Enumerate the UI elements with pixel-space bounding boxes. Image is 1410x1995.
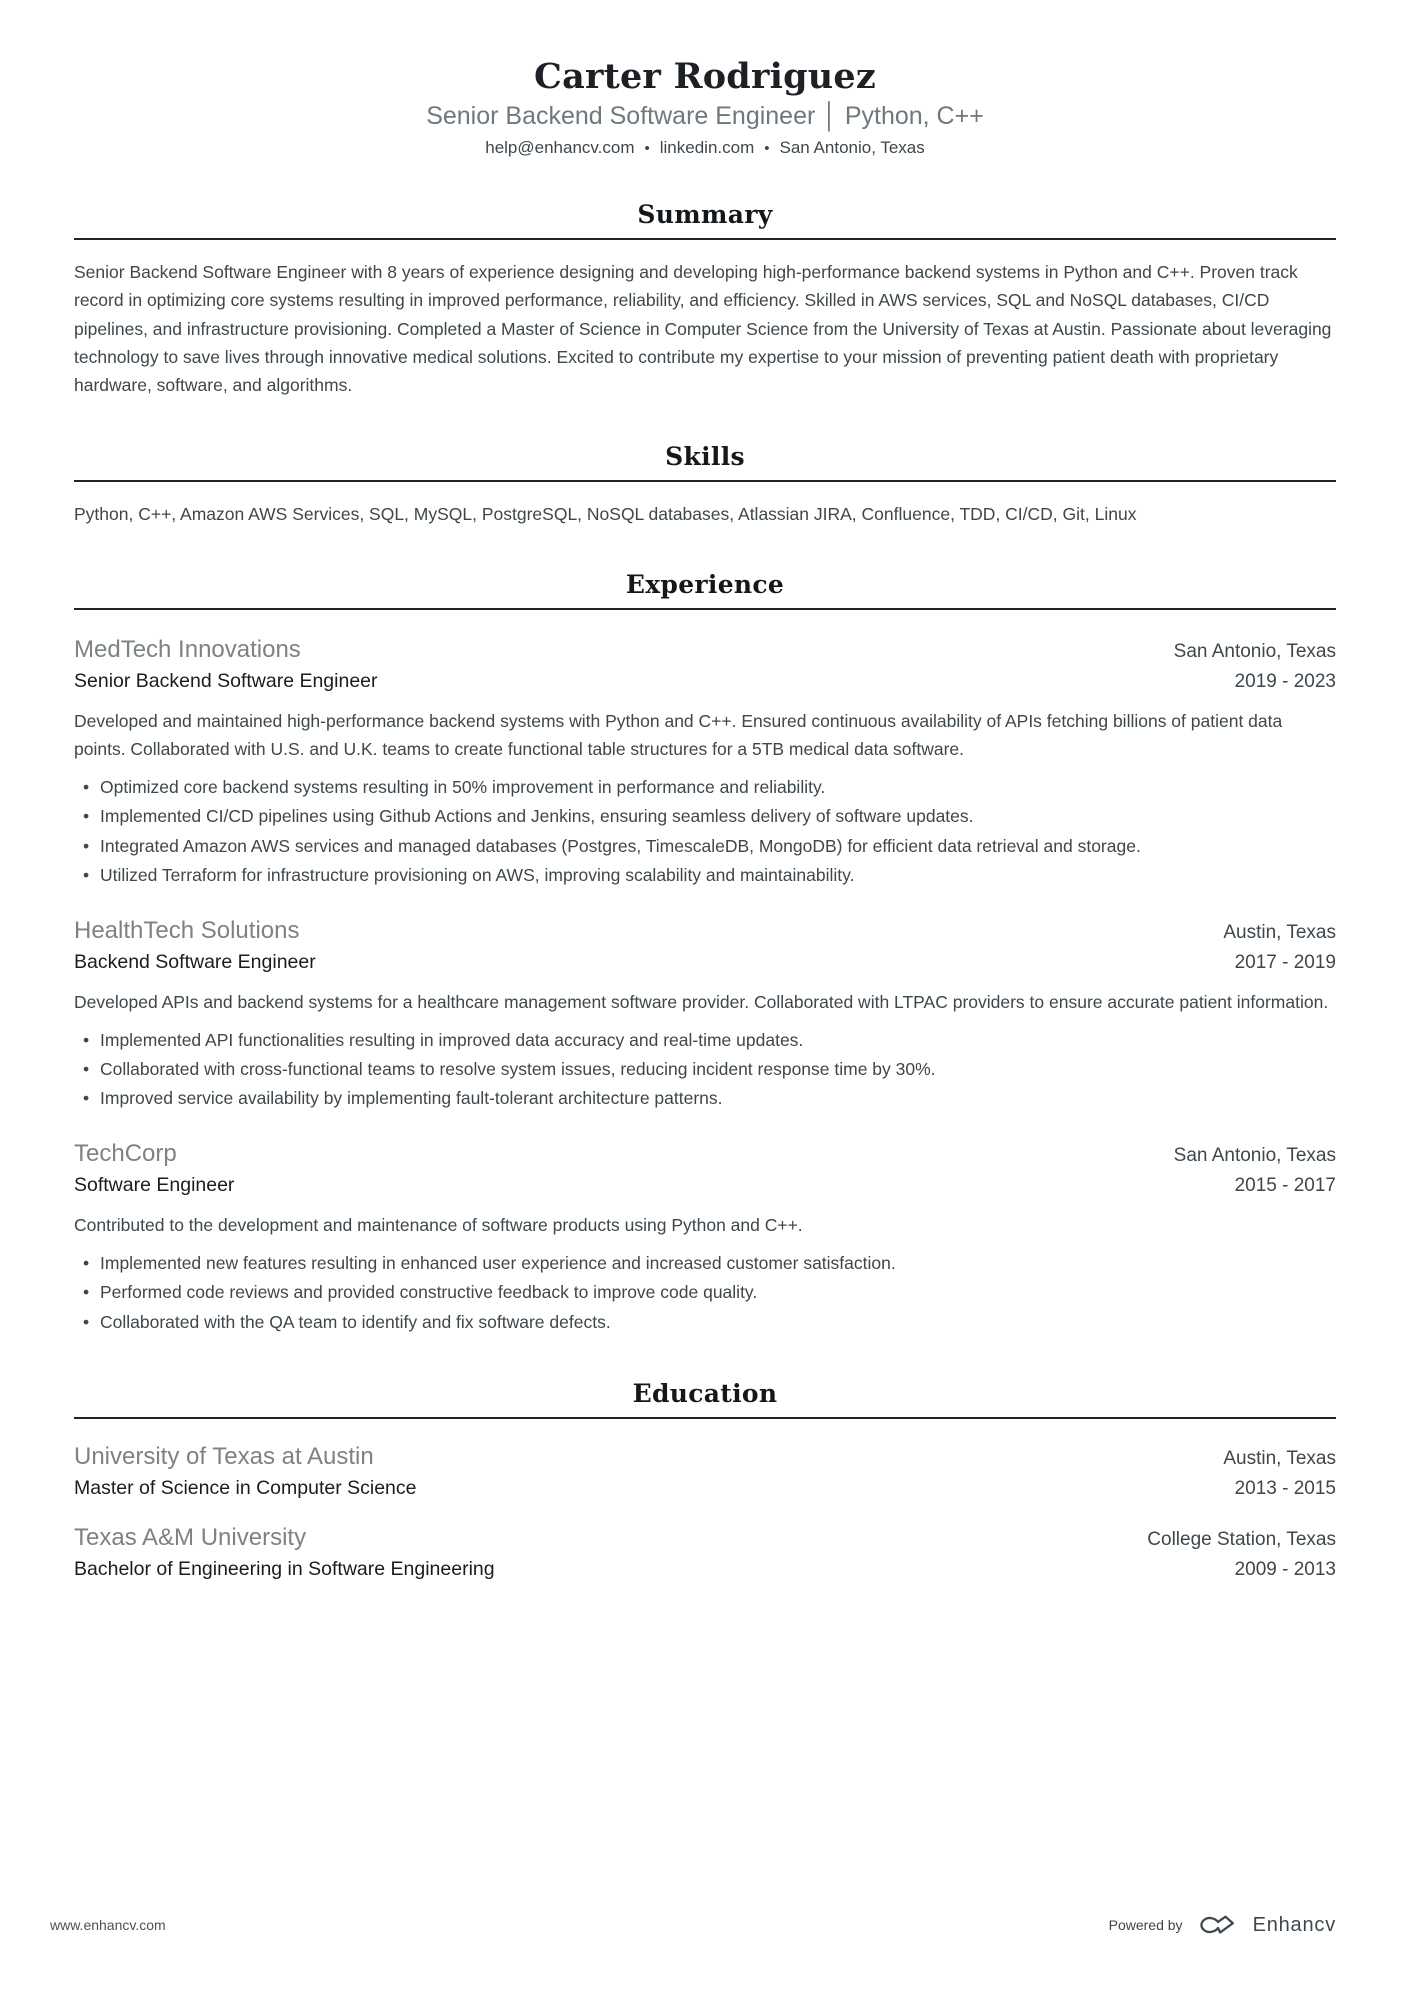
job-bullet: • Collaborated with the QA team to identify and fix software defects. [74,1308,1336,1337]
experience-heading: Experience [625,570,785,600]
job-bullets [74,773,1336,891]
entry-header-row [74,1443,1336,1471]
job-role: Senior Backend Software Engineer [74,670,378,693]
school-location: College Station, Texas [1147,1528,1336,1550]
job-dates: 2017 - 2019 [1234,951,1336,973]
job-bullets [74,1249,1336,1337]
job-bullet: • Implemented API functionalities resulting in improved data accuracy and real-time updates. [74,1026,1336,1055]
job-bullet: • Utilized Terraform for infrastructure provisioning on AWS, improving scalability and maintainability. [74,861,1336,890]
job-dates: 2015 - 2017 [1234,1174,1336,1196]
enhancv-brand-text[interactable]: Enhancv [1252,1913,1336,1936]
summary-heading: Summary [637,200,773,229]
section-experience [74,570,1336,1337]
entry-degree-row [74,1471,1336,1500]
job-location: San Antonio, Texas [1173,1144,1336,1166]
job-bullet: • Performed code reviews and provided constructive feedback to improve code quality. [74,1278,1336,1307]
job-bullet: • Implemented CI/CD pipelines using Github Actions and Jenkins, ensuring seamless delivery of software updates. [74,802,1336,831]
school-name: University of Texas at Austin [74,1442,374,1470]
entry-degree-row [74,1552,1336,1581]
resume-header [74,56,1336,158]
entry-header-row [74,1140,1336,1168]
experience-entry [74,1140,1336,1337]
enhancv-logo-icon[interactable] [1197,1913,1239,1937]
entry-header-row [74,636,1336,664]
contact-email: help@enhancv.com [485,138,635,157]
job-role: Backend Software Engineer [74,950,316,973]
job-bullet: • Integrated Amazon AWS services and managed databases (Postgres, TimescaleDB, MongoDB) for efficient data retrieval and storage. [74,832,1336,861]
experience-entry [74,636,1336,891]
degree-name: Bachelor of Engineering in Software Engineering [74,1557,495,1580]
contact-website: linkedin.com [659,138,755,157]
job-location: San Antonio, Texas [1173,641,1336,663]
job-role: Software Engineer [74,1173,235,1196]
footer-website-link[interactable]: www.enhancv.com [50,1917,166,1933]
school-name: Texas A&M University [74,1523,307,1551]
entry-header-row [74,917,1336,945]
summary-text: Senior Backend Software Engineer with 8 years of experience designing and developing high-performance backend systems in Python and C++. Proven track record in optimizing core systems resulting in improved performance, reliability, and efficiency. Skilled in AWS services, SQL and NoSQL databases, CI/CD pipelines, and infrastructure provisioning. Completed a Master of Science in Computer Science from the University of Texas at Austin. Passionate about leveraging technology to save lives through innovative medical solutions. Excited to contribute my expertise to your mission of preventing patient death with proprietary hardware, software, and algorithms. [74,262,1332,396]
job-description: Contributed to the development and maintenance of software products using Python and C++. [74,1214,803,1235]
education-entry [74,1524,1336,1581]
section-divider [74,480,1336,482]
degree-name: Master of Science in Computer Science [74,1476,417,1499]
job-description: Developed and maintained high-performance backend systems with Python and C++. Ensured continuous availability of APIs fetching billions of patient data points. Collaborated with U.S. and U.K. teams to create functional table structures for a 5TB medical data software. [74,711,1283,760]
company-name: TechCorp [74,1139,177,1167]
school-dates: 2009 - 2013 [1234,1558,1336,1580]
job-dates: 2019 - 2023 [1234,671,1336,693]
section-skills [74,442,1336,528]
job-location: Austin, Texas [1223,921,1336,943]
contact-separator: • [764,139,770,157]
powered-by-group [1109,1913,1360,1937]
candidate-title: Senior Backend Software Engineer │ Python, C++ [426,102,984,130]
contact-location: San Antonio, Texas [779,138,925,157]
contact-line [74,138,1336,158]
job-bullets [74,1026,1336,1114]
job-bullet: • Implemented new features resulting in enhanced user experience and increased customer satisfaction. [74,1249,1336,1278]
education-heading: Education [632,1378,778,1408]
education-entry [74,1443,1336,1500]
job-bullet: • Improved service availability by implementing fault-tolerant architecture patterns. [74,1084,1336,1113]
skills-text: Python, C++, Amazon AWS Services, SQL, MySQL, PostgreSQL, NoSQL databases, Atlassian JIRA, Confluence, TDD, CI/CD, Git, Linux [74,503,1137,524]
job-description: Developed APIs and backend systems for a healthcare management software provider. Collaborated with LTPAC providers to ensure accurate patient information. [74,991,1329,1012]
page-footer [0,1913,1410,1937]
candidate-name: Carter Rodriguez [534,56,876,97]
section-divider [74,1417,1336,1419]
contact-separator: • [644,139,650,157]
skills-heading: Skills [665,441,745,471]
company-name: MedTech Innovations [74,636,301,664]
powered-by-label: Powered by [1108,1917,1183,1933]
school-dates: 2013 - 2015 [1234,1477,1336,1499]
company-name: HealthTech Solutions [74,916,300,944]
entry-role-row [74,1168,1336,1197]
school-location: Austin, Texas [1223,1447,1336,1469]
entry-role-row [74,664,1336,693]
entry-header-row [74,1524,1336,1552]
section-divider [74,608,1336,610]
section-divider [74,238,1336,240]
job-bullet: • Collaborated with cross-functional teams to resolve system issues, reducing incident response time by 30%. [74,1055,1336,1084]
experience-entry [74,917,1336,1114]
section-summary [74,200,1336,400]
entry-role-row [74,945,1336,974]
section-education [74,1379,1336,1581]
job-bullet: • Optimized core backend systems resulting in 50% improvement in performance and reliability. [74,773,1336,802]
